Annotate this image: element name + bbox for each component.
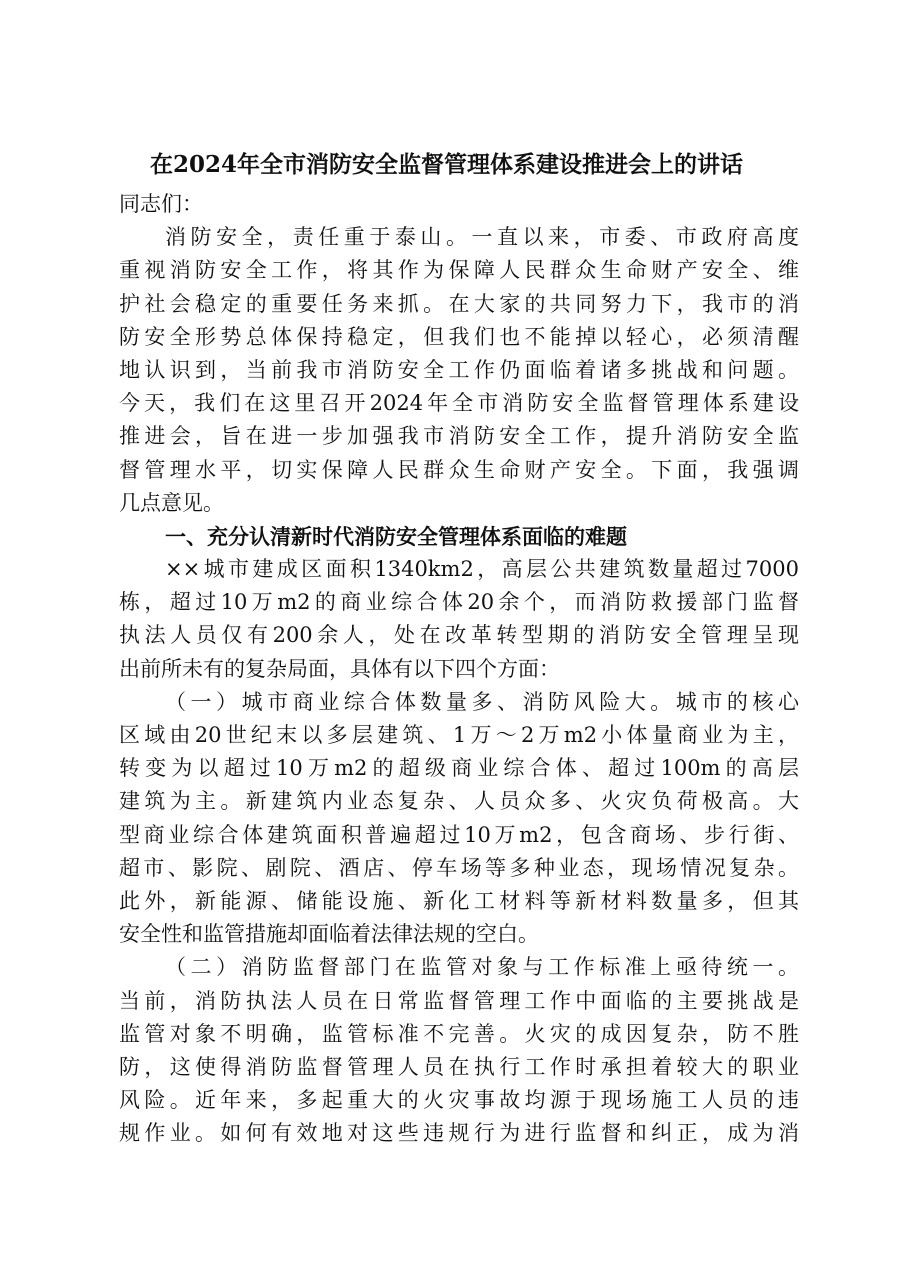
body-line: 监管对象不明确，监管标准不完善。火灾的成因复杂，防不胜 — [119, 1021, 799, 1046]
body-line: 出前所未有的复杂局面，具体有以下四个方面： — [119, 656, 560, 681]
body-line: 防，这使得消防监督管理人员在执行工作时承担着较大的职业 — [119, 1054, 799, 1079]
body-line: ××城市建成区面积1340km2，高层公共建筑数量超过7000 — [165, 557, 799, 582]
section-heading: 一、充分认清新时代消防安全管理体系面临的难题 — [165, 523, 627, 549]
body-line: 规作业。如何有效地对这些违规行为进行监督和纠正，成为消 — [119, 1121, 799, 1146]
body-line: 栋，超过10万m2的商业综合体20余个，而消防救援部门监督 — [119, 590, 799, 615]
body-line: 地认识到，当前我市消防安全工作仍面临着诸多挑战和问题。 — [119, 357, 799, 382]
body-line: 区域由20世纪末以多层建筑、1万～2万m2小体量商业为主， — [119, 723, 799, 747]
document-body — [119, 188, 799, 1150]
body-line: 推进会，旨在进一步加强我市消防安全工作，提升消防安全监 — [119, 424, 799, 449]
body-line: 几点意见。 — [119, 490, 224, 515]
body-line: 超市、影院、剧院、酒店、停车场等多种业态，现场情况复杂。 — [119, 855, 799, 880]
greeting: 同志们： — [119, 192, 203, 216]
body-line: 此外，新能源、储能设施、新化工材料等新材料数量多，但其 — [119, 888, 799, 913]
body-line: 消防安全，责任重于泰山。一直以来，市委、市政府高度 — [165, 225, 799, 250]
body-line: 督管理水平，切实保障人民群众生命财产安全。下面，我强调 — [119, 457, 799, 482]
body-line: 转变为以超过10万m2的超级商业综合体、超过100m的高层 — [119, 756, 799, 781]
body-line: 护社会稳定的重要任务来抓。在大家的共同努力下，我市的消 — [119, 291, 799, 316]
body-line: 今天，我们在这里召开2024年全市消防安全监督管理体系建设 — [119, 391, 799, 416]
body-line: （一）城市商业综合体数量多、消防风险大。城市的核心 — [165, 689, 799, 714]
body-line: （二）消防监督部门在监管对象与工作标准上亟待统一。 — [165, 955, 799, 980]
document-title: 在2024年全市消防安全监督管理体系建设推进会上的讲话 — [150, 151, 744, 178]
body-line: 型商业综合体建筑面积普遍超过10万m2，包含商场、步行街、 — [119, 822, 799, 847]
body-line: 重视消防安全工作，将其作为保障人民群众生命财产安全、维 — [119, 258, 799, 283]
body-line: 当前，消防执法人员在日常监督管理工作中面临的主要挑战是 — [119, 988, 799, 1013]
body-line: 建筑为主。新建筑内业态复杂、人员众多、火灾负荷极高。大 — [119, 789, 799, 814]
body-line: 安全性和监管措施却面临着法律法规的空白。 — [119, 922, 539, 947]
body-line: 风险。近年来，多起重大的火灾事故均源于现场施工人员的违 — [119, 1088, 799, 1113]
body-line: 防安全形势总体保持稳定，但我们也不能掉以轻心，必须清醒 — [119, 324, 799, 349]
body-line: 执法人员仅有200余人，处在改革转型期的消防安全管理呈现 — [119, 623, 799, 648]
